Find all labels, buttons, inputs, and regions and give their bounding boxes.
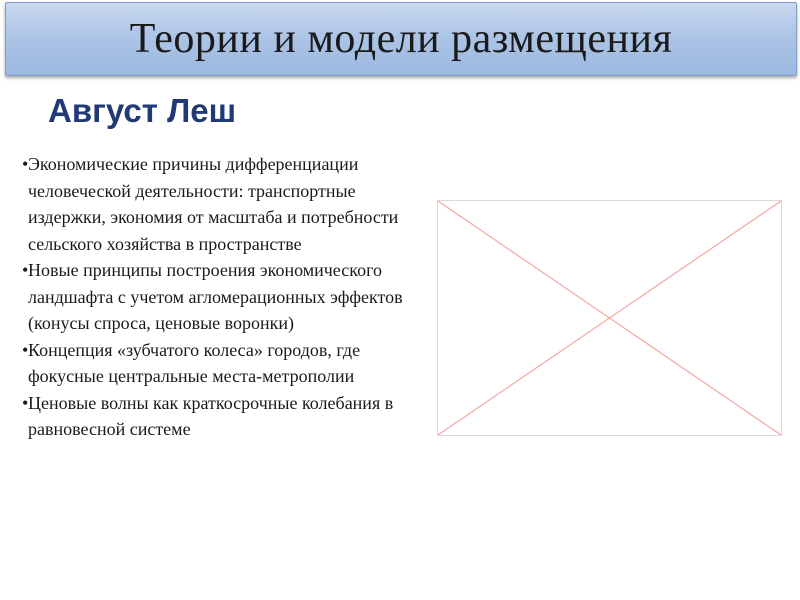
slide-subtitle: Август Леш (48, 92, 237, 129)
broken-image-cross-icon (438, 201, 781, 435)
bullet-text: Ценовые волны как краткосрочные колебания в равновесной системе (28, 392, 394, 439)
bullet-dot-icon: • (22, 260, 29, 280)
bullet-text: Концепция «зубчатого колеса» городов, где фокусные центральные места-метрополии (28, 339, 361, 386)
bullet-dot-icon: • (22, 339, 29, 360)
bullet-dot-icon: • (22, 392, 29, 413)
bullet-item (6, 390, 416, 443)
bullet-text: Новые принципы построения экономического ландшафта с учетом агломерационных эффектов (конусы спроса, ценовые воронки) (28, 260, 403, 333)
bullet-dot-icon: • (22, 154, 29, 174)
bullet-item (6, 257, 416, 337)
bullet-item (6, 337, 416, 390)
image-placeholder (437, 200, 782, 436)
title-banner (5, 2, 797, 76)
bullet-list (6, 151, 416, 443)
bullet-text: Экономические причины дифференциации человеческой деятельности: транспортные издержки, экономия от масштаба и потребности сельского хозяйства в пространстве (28, 154, 399, 254)
bullet-item (6, 151, 416, 257)
slide-title: Теории и модели размещения (129, 16, 673, 62)
